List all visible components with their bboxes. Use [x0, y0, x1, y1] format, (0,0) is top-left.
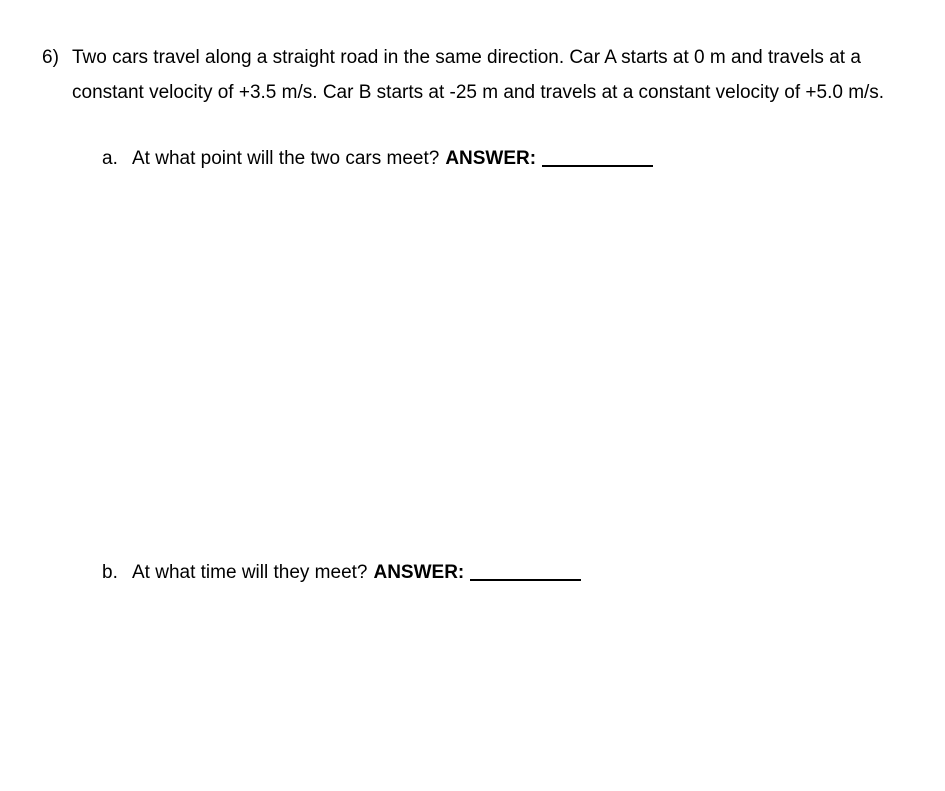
question-text: Two cars travel along a straight road in the same direction. Car A starts at 0 m and travels at a constant velocity of +3.5 m/s. Car B starts at -25 m and travels at a constant velocity of +5.0 m/s.	[72, 47, 885, 103]
part-a-answer-label: ANSWER:	[445, 148, 537, 169]
part-b-answer-blank[interactable]	[470, 578, 581, 581]
part-a-answer-blank[interactable]	[542, 164, 653, 167]
part-a	[102, 141, 653, 176]
question-6	[42, 40, 922, 110]
part-b-answer-label: ANSWER:	[373, 562, 465, 583]
part-b-text: At what time will they meet?	[132, 562, 368, 583]
part-b	[102, 555, 581, 590]
question-row	[42, 40, 922, 110]
question-number: 6)	[42, 47, 59, 68]
part-b-letter: b.	[102, 562, 118, 583]
part-a-letter: a.	[102, 148, 118, 169]
part-a-text: At what point will the two cars meet?	[132, 148, 440, 169]
